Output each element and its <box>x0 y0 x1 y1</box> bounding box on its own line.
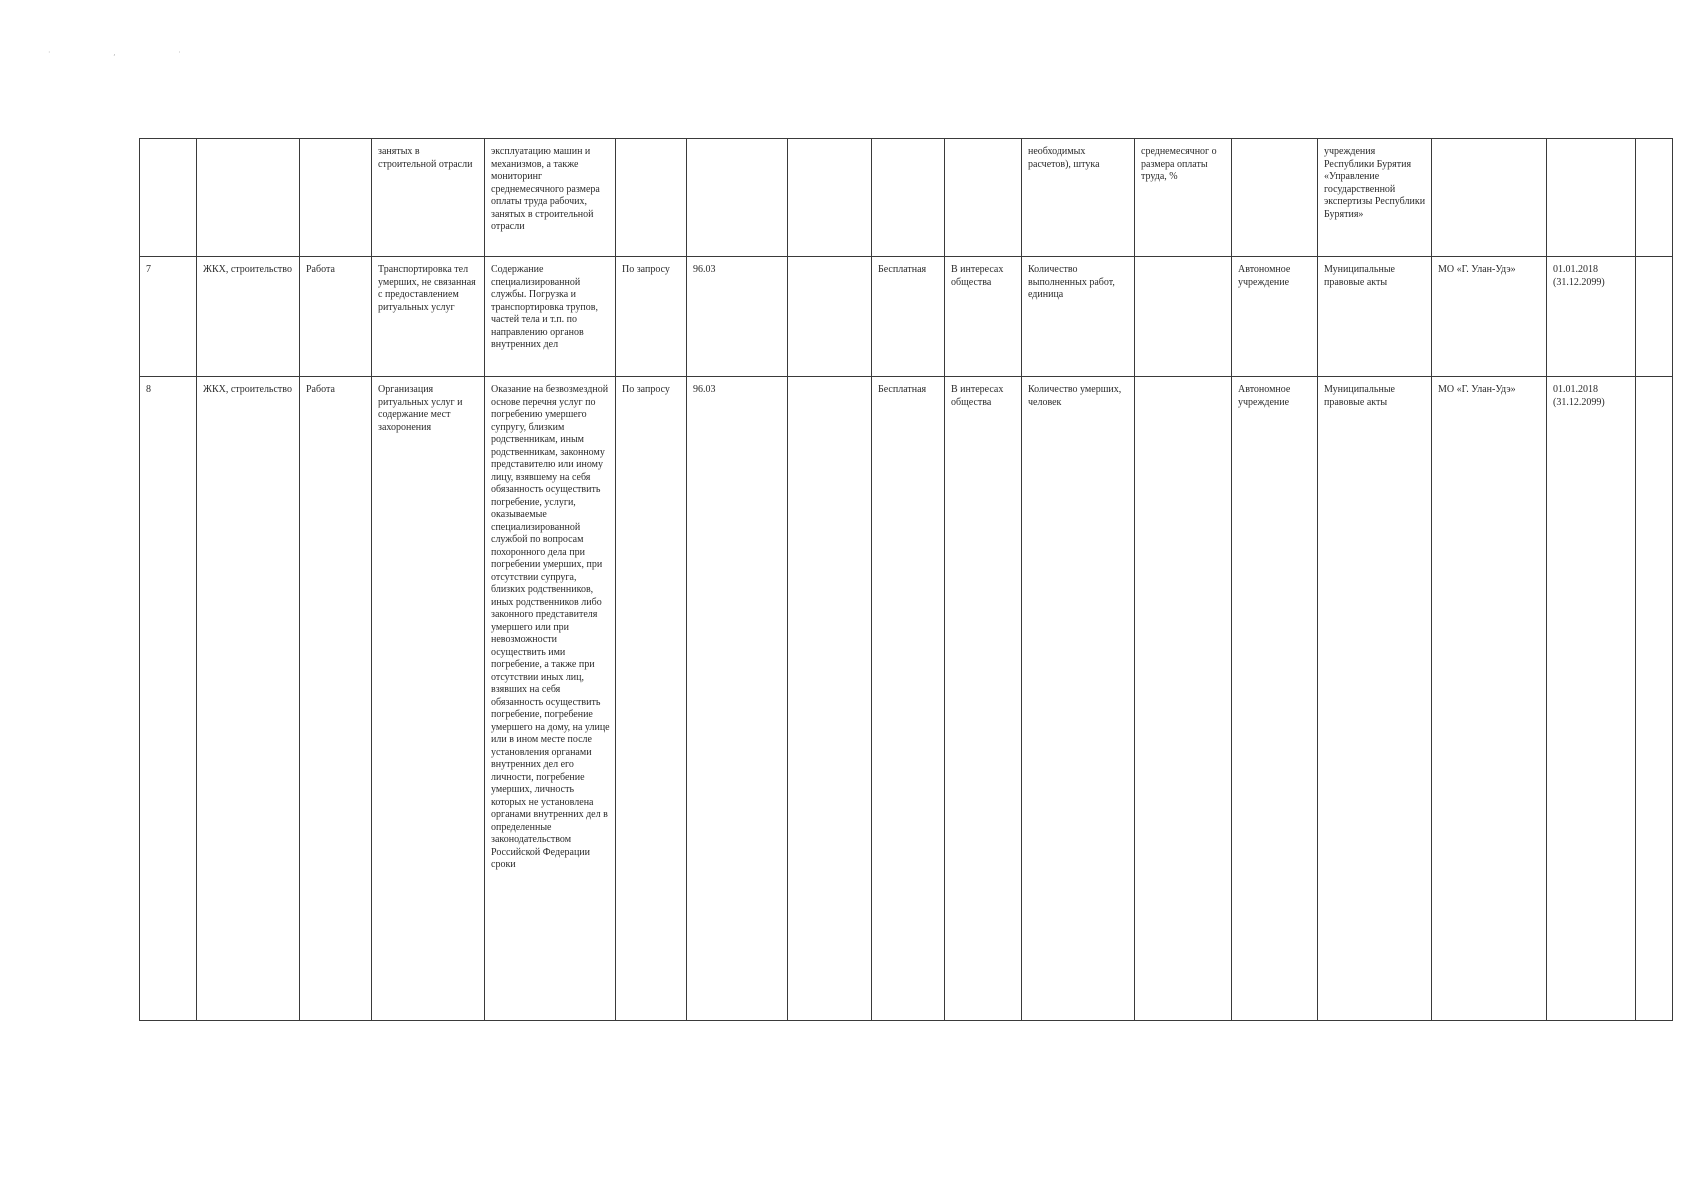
cell-content: эксплуатацию машин и механизмов, а также мониторинг среднемесячного размера оплаты труда рабочих, занятых в строительной отрасли <box>485 139 616 257</box>
cell-kind: Работа <box>300 257 372 377</box>
table-row <box>140 257 1673 377</box>
cell-number: 7 <box>140 257 197 377</box>
cell-category: В интересах общества <box>945 377 1022 1021</box>
cell-legal-basis: учреждения Республики Бурятия «Управление государственной экспертизы Республики Бурятия» <box>1318 139 1432 257</box>
cell-name: занятых в строительной отрасли <box>372 139 485 257</box>
cell-dates: 01.01.2018 (31.12.2099) <box>1547 377 1636 1021</box>
cell-founder: МО «Г. Улан-Удэ» <box>1432 257 1547 377</box>
cell-content: Оказание на безвозмездной основе перечня услуг по погребению умершего супругу, близким родственникам, иным родственникам, законному представителю или иному лицу, взявшему на себя обязанность осуществить погребение, услуги, оказываемые специализированной службой по вопросам похоронного дела при погребении умерших, при отсутствии супруга, близких родственников, иных родственников либо законного представителя умершего или при невозможности осуществить ими погребение, а также при отсутствии иных лиц, взявших на себя обязанность осуществить погребение, погребение умершего на дому, на улице или в ином месте после установления органами внутренних дел его личности, погребение умерших, личность которых не установлена органами внутренних дел в определенные законодательством Российской Федерации сроки <box>485 377 616 1021</box>
table-row <box>140 377 1673 1021</box>
cell-founder: МО «Г. Улан-Удэ» <box>1432 377 1547 1021</box>
cell-dates <box>1547 139 1636 257</box>
cell-extra <box>1636 139 1673 257</box>
cell-dates: 01.01.2018 (31.12.2099) <box>1547 257 1636 377</box>
cell-indicator-volume: необходимых расчетов), штука <box>1022 139 1135 257</box>
cell-content: Содержание специализированной службы. Погрузка и транспортировка трупов, частей тела и т.п. по направлению органов внутренних дел <box>485 257 616 377</box>
cell-kind <box>300 139 372 257</box>
cell-kind: Работа <box>300 377 372 1021</box>
cell-category <box>945 139 1022 257</box>
cell-condition: По запросу <box>616 257 687 377</box>
cell-sector <box>197 139 300 257</box>
cell-institution-type: Автономное учреждение <box>1232 377 1318 1021</box>
cell-condition: По запросу <box>616 377 687 1021</box>
cell-extra <box>1636 377 1673 1021</box>
cell-indicator-quality: среднемесячног о размера оплаты труда, % <box>1135 139 1232 257</box>
cell-founder <box>1432 139 1547 257</box>
cell-payment <box>872 139 945 257</box>
cell-indicator-quality <box>1135 377 1232 1021</box>
cell-legal-basis: Муниципальные правовые акты <box>1318 377 1432 1021</box>
cell-okved: 96.03 <box>687 377 788 1021</box>
cell-indicator-volume: Количество умерших, человек <box>1022 377 1135 1021</box>
cell-col8 <box>788 377 872 1021</box>
cell-number: 8 <box>140 377 197 1021</box>
cell-condition <box>616 139 687 257</box>
table-row <box>140 139 1673 257</box>
cell-okved: 96.03 <box>687 257 788 377</box>
registry-table <box>139 138 1673 1021</box>
cell-category: В интересах общества <box>945 257 1022 377</box>
cell-name: Организация ритуальных услуг и содержание мест захоронения <box>372 377 485 1021</box>
cell-institution-type <box>1232 139 1318 257</box>
cell-indicator-quality <box>1135 257 1232 377</box>
cell-sector: ЖКХ, строительство <box>197 377 300 1021</box>
scan-marks: · , · <box>48 48 211 57</box>
cell-col8 <box>788 257 872 377</box>
cell-indicator-volume: Количество выполненных работ, единица <box>1022 257 1135 377</box>
cell-sector: ЖКХ, строительство <box>197 257 300 377</box>
cell-number <box>140 139 197 257</box>
cell-legal-basis: Муниципальные правовые акты <box>1318 257 1432 377</box>
cell-name: Транспортировка тел умерших, не связанная с предоставлением ритуальных услуг <box>372 257 485 377</box>
cell-institution-type: Автономное учреждение <box>1232 257 1318 377</box>
cell-extra <box>1636 257 1673 377</box>
cell-col8 <box>788 139 872 257</box>
cell-payment: Бесплатная <box>872 257 945 377</box>
cell-payment: Бесплатная <box>872 377 945 1021</box>
cell-okved <box>687 139 788 257</box>
